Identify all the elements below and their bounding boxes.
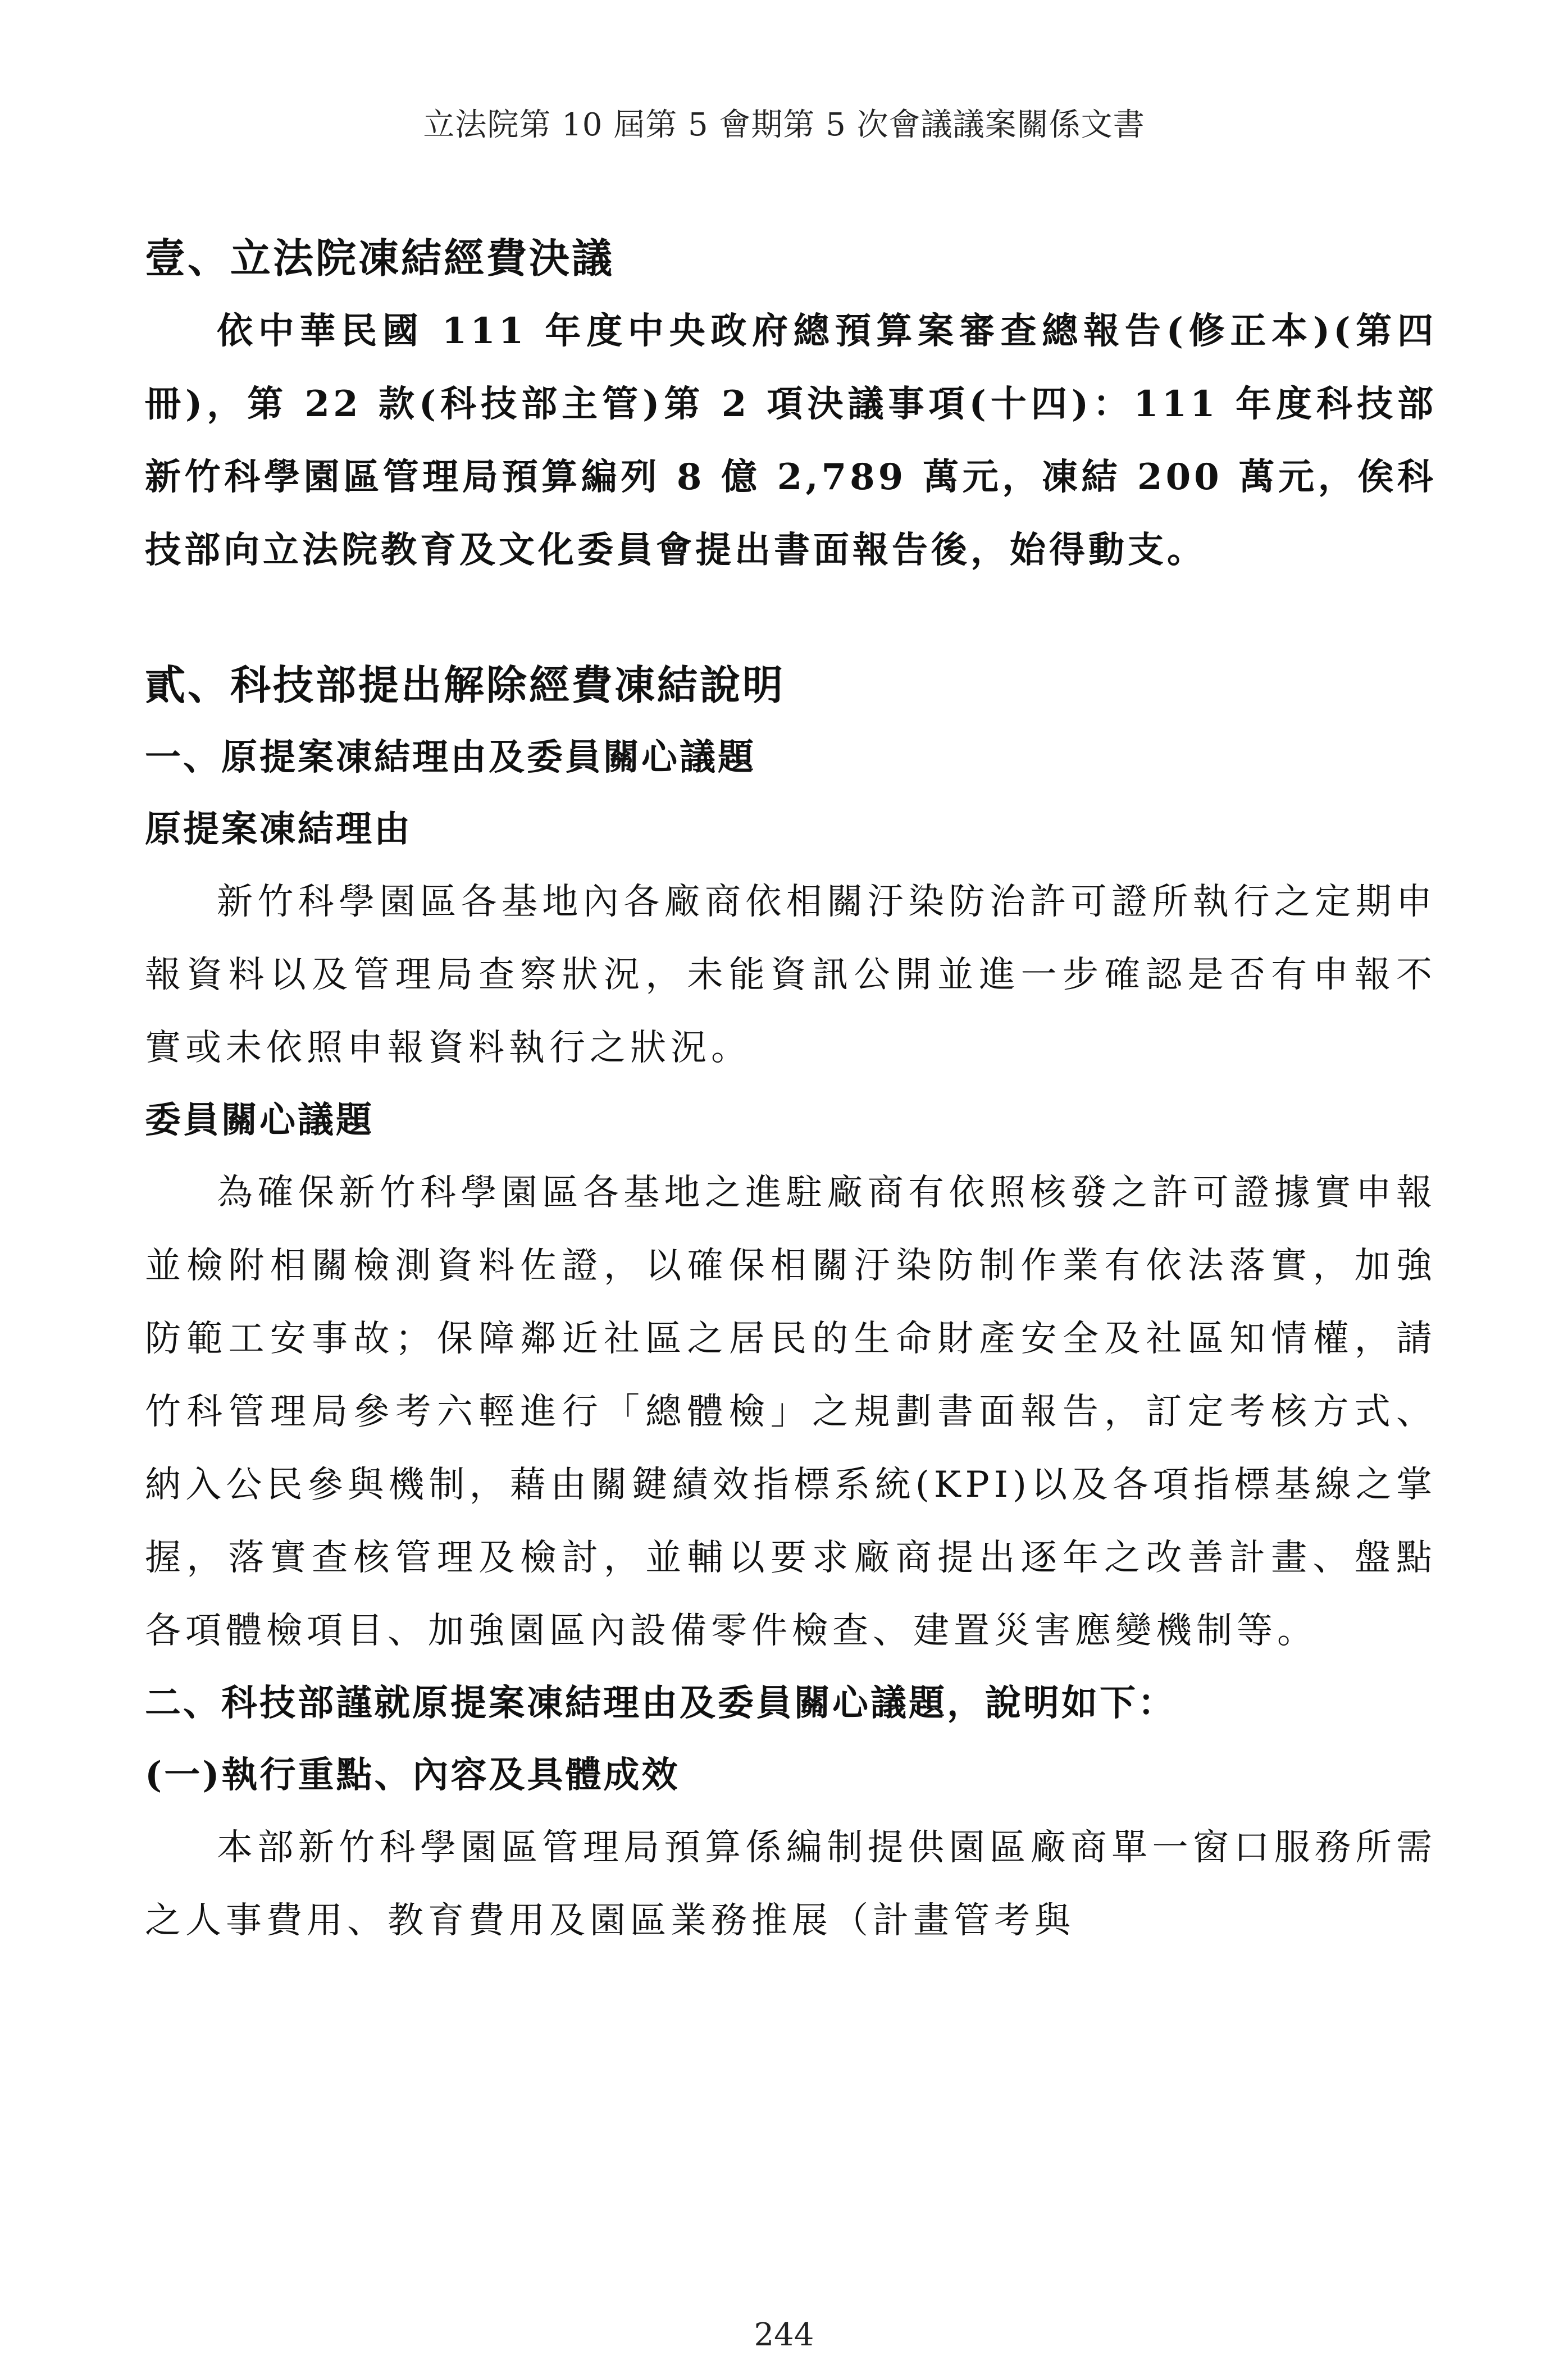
section-spacer [145,587,1437,649]
section-1-title: 壹、立法院凍結經費決議 [145,234,615,282]
item-1-body: 本部新竹科學園區管理局預算係編制提供園區廠商單一窗口服務所需之人事費用、教育費用及園區業務推展（計畫管考與 [145,1827,1437,1942]
page-content [145,222,1437,1957]
item-1-title: (一)執行重點、內容及具體成效 [145,1754,680,1796]
subsection-2-title: 二、科技部謹就原提案凍結理由及委員關心議題，說明如下： [145,1682,1176,1724]
concern-body: 為確保新竹科學園區各基地之進駐廠商有依照核發之許可證據實申報並檢附相關檢測資料佐證，以確保相關汙染防制作業有依法落實，加強防範工安事故；保障鄰近社區之居民的生命財產安全及社區知情權，請竹科管理局參考六輕進行「總體檢」之規劃書面報告，訂定考核方式、納入公民參與機制，藉由關鍵績效指標系統(KPI)以及各項指標基線之掌握，落實查核管理及檢討，並輔以要求廠商提出逐年之改善計畫、盤點各項體檢項目、加強園區內設備零件檢查、建置災害應變機制等。 [145,1172,1437,1652]
page-header: 立法院第 10 屆第 5 會期第 5 次會議議案關係文書 [423,107,1145,143]
subsection-1-title: 一、原提案凍結理由及委員關心議題 [145,736,756,778]
page-number: 244 [754,2317,814,2353]
reason-body: 新竹科學園區各基地內各廠商依相關汙染防治許可證所執行之定期申報資料以及管理局查察狀況，未能資訊公開並進一步確認是否有申報不實或未依照申報資料執行之狀況。 [145,881,1437,1069]
section-1-body: 依中華民國 111 年度中央政府總預算案審查總報告(修正本)(第四冊)，第 22 款(科技部主管)第 2 項決議事項(十四)：111 年度科技部新竹科學園區管理局預算編列 8 億 2,789 萬元，凍結 200 萬元，俟科技部向立法院教育及文化委員會提出書面報告後，始得動支。 [145,310,1437,571]
concern-heading: 委員關心議題 [145,1099,374,1141]
section-2-title: 貳、科技部提出解除經費凍結說明 [145,661,786,709]
reason-heading: 原提案凍結理由 [145,808,412,850]
